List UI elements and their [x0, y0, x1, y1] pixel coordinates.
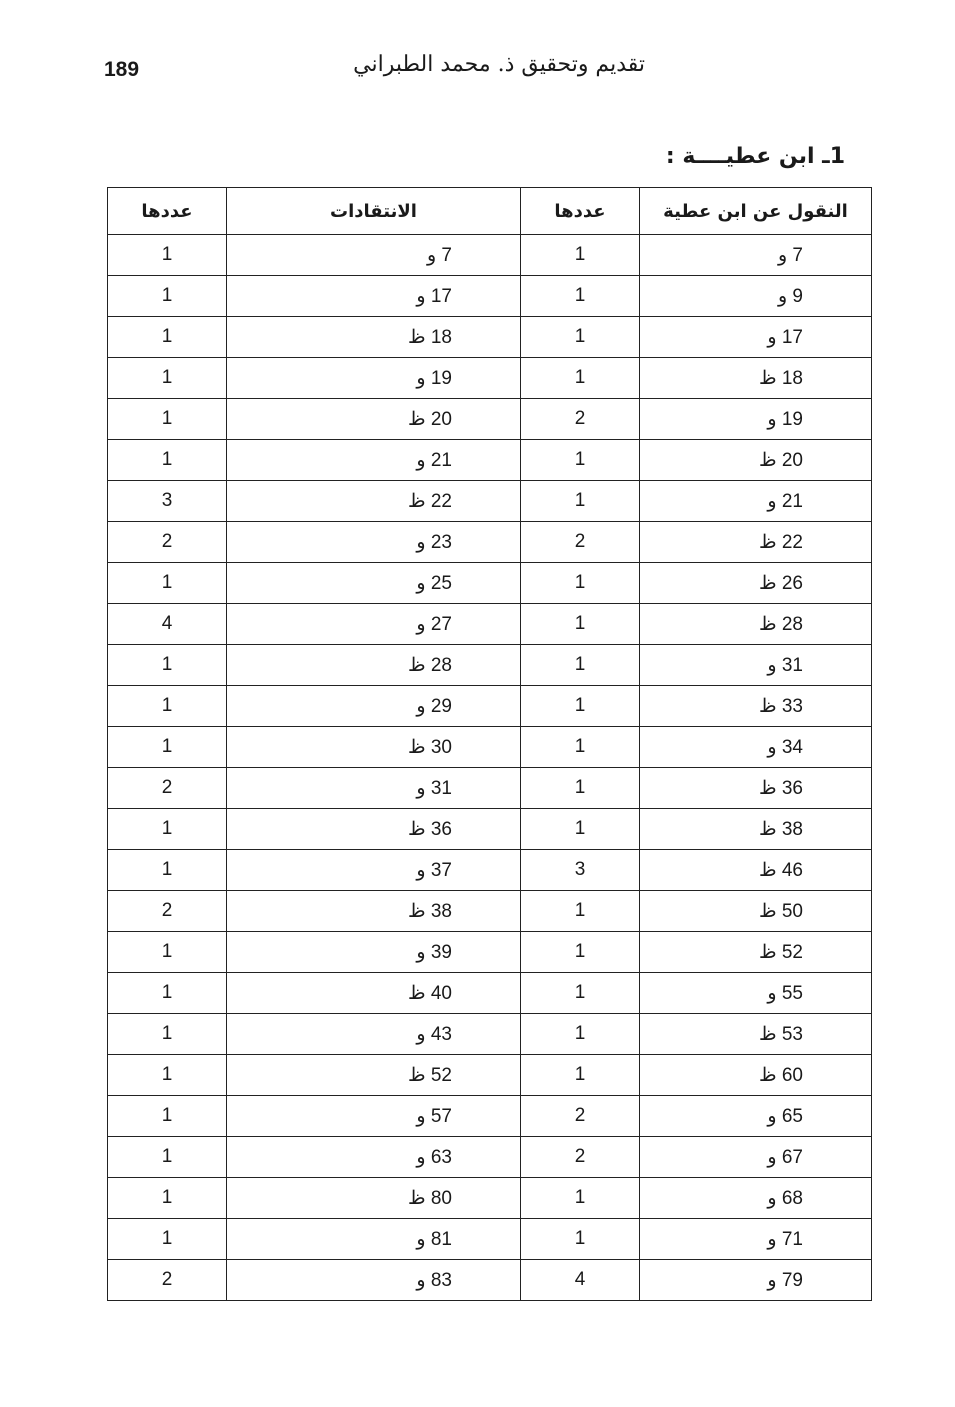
table-row — [108, 481, 872, 522]
table-row — [108, 1096, 872, 1137]
cell-intiqad: 40 ظ — [227, 973, 521, 1014]
cell-naql: 68 و — [640, 1178, 872, 1219]
cell-intiqad-count: 1 — [108, 276, 227, 317]
table-row — [108, 522, 872, 563]
cell-intiqad-count: 1 — [108, 809, 227, 850]
cell-intiqad: 27 و — [227, 604, 521, 645]
cell-naql: 33 ظ — [640, 686, 872, 727]
cell-naql: 26 ظ — [640, 563, 872, 604]
column-header-naql-count: عددها — [521, 188, 640, 235]
cell-intiqad: 7 و — [227, 235, 521, 276]
cell-intiqad: 25 و — [227, 563, 521, 604]
table-row — [108, 1178, 872, 1219]
cell-naql-count: 1 — [521, 1014, 640, 1055]
cell-naql: 36 ظ — [640, 768, 872, 809]
cell-naql-count: 1 — [521, 1178, 640, 1219]
cell-naql: 28 ظ — [640, 604, 872, 645]
cell-intiqad: 63 و — [227, 1137, 521, 1178]
cell-naql-count: 1 — [521, 768, 640, 809]
cell-naql: 20 ظ — [640, 440, 872, 481]
table-row — [108, 317, 872, 358]
table-row — [108, 563, 872, 604]
cell-naql: 55 و — [640, 973, 872, 1014]
cell-naql-count: 2 — [521, 522, 640, 563]
cell-naql: 21 و — [640, 481, 872, 522]
cell-naql-count: 1 — [521, 317, 640, 358]
cell-naql-count: 3 — [521, 850, 640, 891]
cell-intiqad: 20 ظ — [227, 399, 521, 440]
table-row — [108, 399, 872, 440]
cell-intiqad-count: 2 — [108, 768, 227, 809]
table-row — [108, 932, 872, 973]
table-row — [108, 1014, 872, 1055]
table-row — [108, 1055, 872, 1096]
cell-naql-count: 2 — [521, 1137, 640, 1178]
table-row — [108, 1137, 872, 1178]
cell-naql: 46 ظ — [640, 850, 872, 891]
cell-intiqad-count: 2 — [108, 891, 227, 932]
table-row — [108, 276, 872, 317]
cell-intiqad-count: 2 — [108, 1260, 227, 1301]
cell-intiqad: 39 و — [227, 932, 521, 973]
cell-naql: 17 و — [640, 317, 872, 358]
table-row — [108, 235, 872, 276]
cell-intiqad-count: 1 — [108, 1137, 227, 1178]
cell-intiqad-count: 1 — [108, 235, 227, 276]
cell-intiqad-count: 1 — [108, 1219, 227, 1260]
cell-naql-count: 1 — [521, 235, 640, 276]
cell-intiqad-count: 1 — [108, 686, 227, 727]
cell-intiqad-count: 2 — [108, 522, 227, 563]
cell-naql: 79 و — [640, 1260, 872, 1301]
cell-intiqad-count: 3 — [108, 481, 227, 522]
table-row — [108, 686, 872, 727]
cell-intiqad: 21 و — [227, 440, 521, 481]
cell-intiqad-count: 1 — [108, 727, 227, 768]
column-header-intiqad-count: عددها — [108, 188, 227, 235]
cell-naql-count: 2 — [521, 399, 640, 440]
cell-intiqad: 31 و — [227, 768, 521, 809]
cell-intiqad: 17 و — [227, 276, 521, 317]
cell-intiqad: 36 ظ — [227, 809, 521, 850]
cell-naql-count: 2 — [521, 1096, 640, 1137]
cell-naql-count: 1 — [521, 440, 640, 481]
cell-intiqad: 80 ظ — [227, 1178, 521, 1219]
cell-naql-count: 1 — [521, 1055, 640, 1096]
cell-naql-count: 1 — [521, 686, 640, 727]
table-header-row — [108, 188, 872, 235]
cell-intiqad-count: 1 — [108, 358, 227, 399]
table-row — [108, 440, 872, 481]
citations-table — [107, 187, 872, 1301]
cell-naql-count: 1 — [521, 727, 640, 768]
cell-naql: 67 و — [640, 1137, 872, 1178]
cell-intiqad: 52 ظ — [227, 1055, 521, 1096]
cell-naql-count: 4 — [521, 1260, 640, 1301]
column-header-naql: النقول عن ابن عطية — [640, 188, 872, 235]
cell-intiqad-count: 1 — [108, 850, 227, 891]
table-row — [108, 850, 872, 891]
cell-intiqad: 43 و — [227, 1014, 521, 1055]
table-row — [108, 1219, 872, 1260]
table-row — [108, 891, 872, 932]
cell-intiqad-count: 4 — [108, 604, 227, 645]
cell-naql-count: 1 — [521, 358, 640, 399]
cell-intiqad: 23 و — [227, 522, 521, 563]
cell-intiqad: 38 ظ — [227, 891, 521, 932]
table-body — [108, 235, 872, 1301]
cell-intiqad-count: 1 — [108, 973, 227, 1014]
table-row — [108, 973, 872, 1014]
cell-intiqad-count: 1 — [108, 399, 227, 440]
table-row — [108, 645, 872, 686]
cell-naql: 7 و — [640, 235, 872, 276]
cell-intiqad: 19 و — [227, 358, 521, 399]
cell-naql: 22 ظ — [640, 522, 872, 563]
cell-naql-count: 1 — [521, 973, 640, 1014]
cell-naql: 9 و — [640, 276, 872, 317]
cell-intiqad-count: 1 — [108, 1178, 227, 1219]
cell-naql: 18 ظ — [640, 358, 872, 399]
table-row — [108, 1260, 872, 1301]
cell-naql-count: 1 — [521, 645, 640, 686]
cell-naql-count: 1 — [521, 891, 640, 932]
cell-intiqad-count: 1 — [108, 932, 227, 973]
cell-naql: 53 ظ — [640, 1014, 872, 1055]
cell-intiqad: 37 و — [227, 850, 521, 891]
cell-intiqad-count: 1 — [108, 1014, 227, 1055]
running-header: تقديم وتحقيق ذ. محمد الطبراني — [353, 52, 645, 77]
cell-naql: 71 و — [640, 1219, 872, 1260]
cell-intiqad-count: 1 — [108, 645, 227, 686]
page-number: 189 — [104, 58, 140, 81]
cell-naql-count: 1 — [521, 809, 640, 850]
cell-naql-count: 1 — [521, 1219, 640, 1260]
cell-naql: 38 ظ — [640, 809, 872, 850]
cell-intiqad: 28 ظ — [227, 645, 521, 686]
cell-intiqad: 18 ظ — [227, 317, 521, 358]
cell-naql: 65 و — [640, 1096, 872, 1137]
cell-intiqad-count: 1 — [108, 1096, 227, 1137]
cell-naql: 60 ظ — [640, 1055, 872, 1096]
column-header-intiqad: الانتقادات — [227, 188, 521, 235]
table-row — [108, 768, 872, 809]
table-row — [108, 604, 872, 645]
cell-naql-count: 1 — [521, 932, 640, 973]
section-title: 1ـ ابن عطيــــة : — [665, 144, 845, 169]
table-row — [108, 358, 872, 399]
cell-intiqad-count: 1 — [108, 563, 227, 604]
cell-naql: 31 و — [640, 645, 872, 686]
cell-naql: 52 ظ — [640, 932, 872, 973]
table-row — [108, 727, 872, 768]
cell-intiqad: 81 و — [227, 1219, 521, 1260]
cell-intiqad: 83 و — [227, 1260, 521, 1301]
cell-naql-count: 1 — [521, 563, 640, 604]
cell-naql-count: 1 — [521, 604, 640, 645]
cell-intiqad-count: 1 — [108, 317, 227, 358]
cell-naql: 19 و — [640, 399, 872, 440]
cell-naql-count: 1 — [521, 276, 640, 317]
cell-intiqad-count: 1 — [108, 440, 227, 481]
cell-intiqad: 57 و — [227, 1096, 521, 1137]
cell-intiqad: 30 ظ — [227, 727, 521, 768]
citations-table-container — [107, 187, 871, 1293]
cell-intiqad: 29 و — [227, 686, 521, 727]
cell-intiqad: 22 ظ — [227, 481, 521, 522]
cell-naql-count: 1 — [521, 481, 640, 522]
cell-naql: 50 ظ — [640, 891, 872, 932]
cell-naql: 34 و — [640, 727, 872, 768]
table-row — [108, 809, 872, 850]
cell-intiqad-count: 1 — [108, 1055, 227, 1096]
